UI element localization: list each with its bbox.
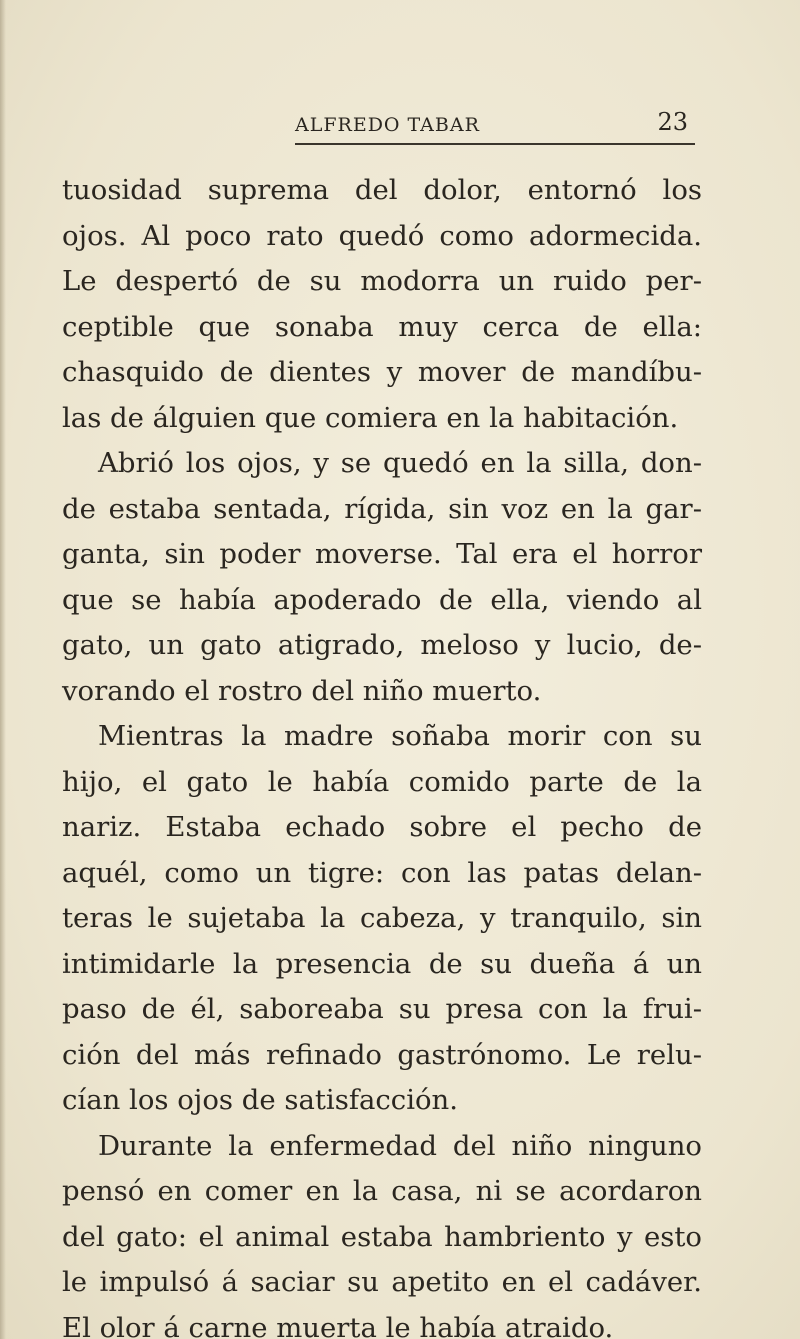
text-line: ción del más refinado gastrónomo. Le relu- [62,1038,702,1071]
text-line: aquél, como un tigre: con las patas delan- [62,856,702,889]
text-line: de estaba sentada, rígida, sin voz en la gar- [62,492,702,525]
text-line: El olor á carne muerta le había atraido. [62,1311,614,1339]
text-line: Durante la enfermedad del niño ninguno [98,1129,702,1162]
text-line: ojos. Al poco rato quedó como adormecida. [62,219,702,252]
text-line: Abrió los ojos, y se quedó en la silla, don- [98,447,702,479]
text-line: ganta, sin poder moverse. Tal era el horror [62,538,702,570]
text-line: cían los ojos de satisfacción. [62,1084,459,1116]
text-line: intimidarle la presencia de su dueña á un [62,947,702,980]
text-line: tuosidad suprema del dolor, entornó los [62,174,702,206]
text-line: las de álguien que comiera en la habitación. [62,401,679,434]
page-header [295,108,690,142]
text-line: del gato: el animal estaba hambriento y esto [62,1220,702,1253]
text-line: paso de él, saboreaba su presa con la frui- [62,993,702,1025]
text-line: pensó en comer en la casa, ni se acordaron [62,1175,702,1207]
text-line: chasquido de dientes y mover de mandíbu- [62,356,702,388]
page-gutter-shadow [0,0,6,1339]
text-line: hijo, el gato le había comido parte de la [62,765,702,798]
text-line: gato, un gato atigrado, meloso y lucio, de- [62,629,702,661]
running-head: ALFREDO TABAR [295,114,480,136]
text-line: teras le sujetaba la cabeza, y tranquilo, sin [62,902,702,934]
text-line: nariz. Estaba echado sobre el pecho de [62,811,702,843]
page-number: 23 [657,108,688,136]
body-text [62,168,702,1339]
text-line: Le despertó de su modorra un ruido per- [62,265,702,297]
text-line: ceptible que sonaba muy cerca de ella: [62,310,702,343]
text-line: Mientras la madre soñaba morir con su [98,720,702,752]
text-line: que se había apoderado de ella, viendo al [62,583,702,616]
header-rule [295,143,695,145]
text-line: le impulsó á saciar su apetito en el cadáver. [62,1266,702,1298]
text-line: vorando el rostro del niño muerto. [62,674,542,707]
